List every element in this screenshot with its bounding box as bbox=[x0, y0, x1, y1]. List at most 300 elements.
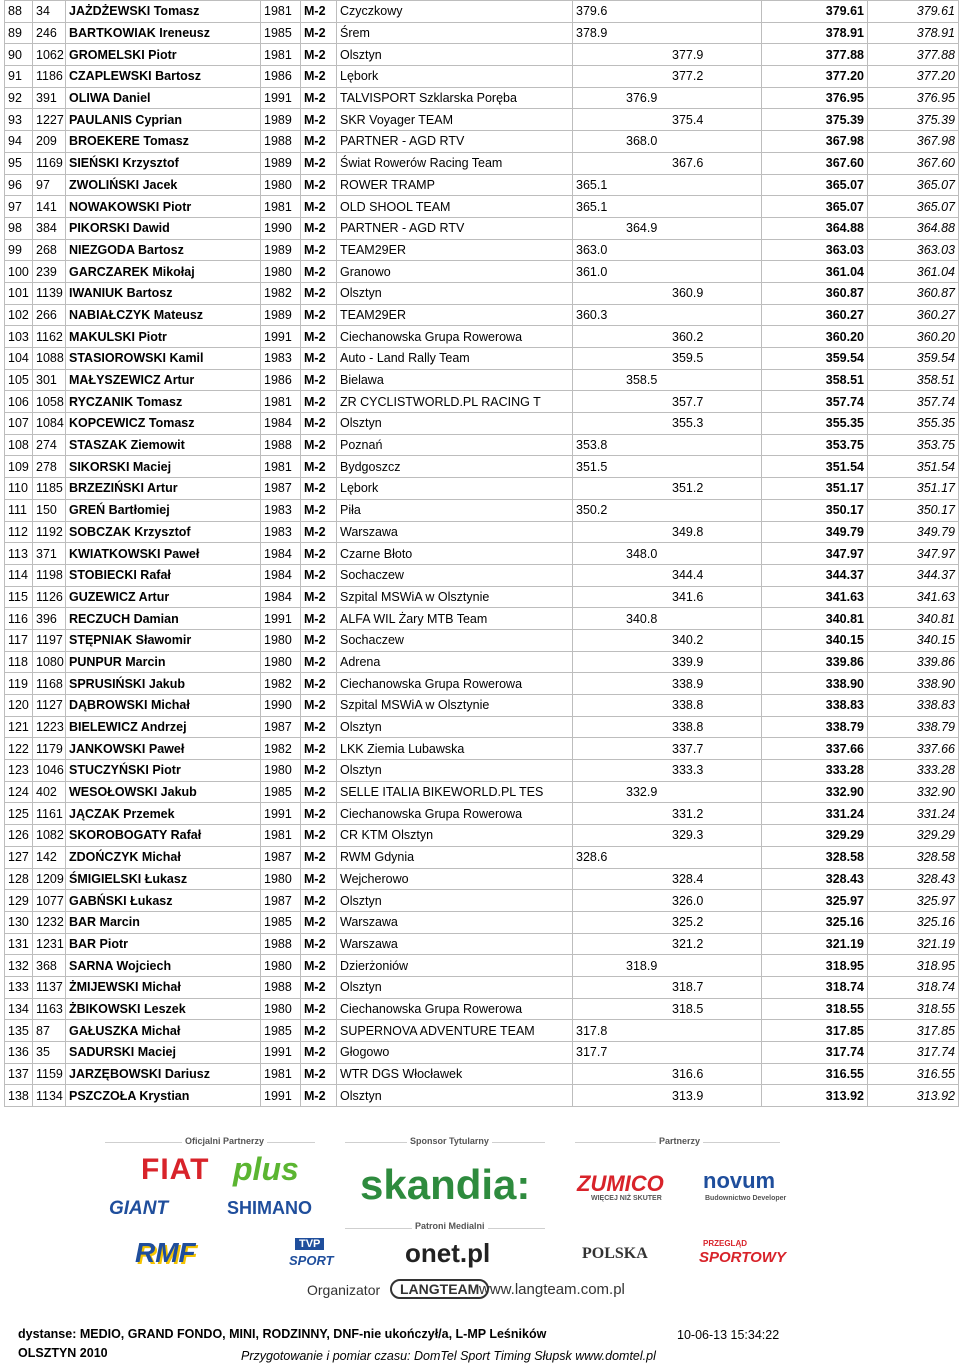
bib-number-cell: 1159 bbox=[33, 1063, 66, 1085]
rider-name-cell: MAKULSKI Piotr bbox=[66, 326, 261, 348]
best-result-cell: 317.85 bbox=[762, 1020, 868, 1042]
total-result-cell: 333.28 bbox=[868, 760, 959, 782]
stage3-time-cell: 338.9 bbox=[669, 673, 762, 695]
stage3-time-cell bbox=[669, 261, 762, 283]
place-cell: 130 bbox=[5, 911, 33, 933]
fiat-logo: FIAT bbox=[141, 1153, 210, 1186]
novum-subtitle: Budownictwo Developer bbox=[705, 1195, 787, 1202]
rider-name-cell: SARNA Wojciech bbox=[66, 955, 261, 977]
stage2-time-cell bbox=[623, 499, 669, 521]
sportowy-logo: SPORTOWY bbox=[699, 1249, 786, 1266]
bib-number-cell: 1082 bbox=[33, 825, 66, 847]
total-result-cell: 353.75 bbox=[868, 434, 959, 456]
stage3-time-cell: 355.3 bbox=[669, 413, 762, 435]
bib-number-cell: 1126 bbox=[33, 586, 66, 608]
best-result-cell: 353.75 bbox=[762, 434, 868, 456]
rider-name-cell: GREŃ Bartłomiej bbox=[66, 499, 261, 521]
stage2-time-cell bbox=[623, 738, 669, 760]
stage1-time-cell: 365.1 bbox=[573, 196, 623, 218]
stage2-time-cell: 348.0 bbox=[623, 543, 669, 565]
total-result-cell: 321.19 bbox=[868, 933, 959, 955]
table-row bbox=[5, 304, 959, 326]
total-result-cell: 317.85 bbox=[868, 1020, 959, 1042]
total-result-cell: 360.27 bbox=[868, 304, 959, 326]
place-cell: 123 bbox=[5, 760, 33, 782]
best-result-cell: 325.97 bbox=[762, 890, 868, 912]
stage1-time-cell bbox=[573, 673, 623, 695]
stage1-time-cell: 328.6 bbox=[573, 846, 623, 868]
table-row bbox=[5, 933, 959, 955]
club-cell: ROWER TRAMP bbox=[337, 174, 573, 196]
club-cell: SELLE ITALIA BIKEWORLD.PL TES bbox=[337, 781, 573, 803]
table-row bbox=[5, 760, 959, 782]
rider-name-cell: STĘPNIAK Sławomir bbox=[66, 629, 261, 651]
table-row bbox=[5, 803, 959, 825]
rmf-logo: RMF bbox=[135, 1237, 196, 1268]
table-row bbox=[5, 66, 959, 88]
stage3-time-cell bbox=[669, 174, 762, 196]
stage1-time-cell bbox=[573, 976, 623, 998]
club-cell: Sochaczew bbox=[337, 564, 573, 586]
rider-name-cell: SOBCZAK Krzysztof bbox=[66, 521, 261, 543]
total-result-cell: 332.90 bbox=[868, 781, 959, 803]
bib-number-cell: 278 bbox=[33, 456, 66, 478]
bib-number-cell: 1137 bbox=[33, 976, 66, 998]
club-cell: Śrem bbox=[337, 22, 573, 44]
stage1-time-cell bbox=[573, 868, 623, 890]
category-cell: M-2 bbox=[301, 348, 337, 370]
stage2-time-cell: 376.9 bbox=[623, 87, 669, 109]
bib-number-cell: 1088 bbox=[33, 348, 66, 370]
bib-number-cell: 1231 bbox=[33, 933, 66, 955]
category-cell: M-2 bbox=[301, 239, 337, 261]
category-cell: M-2 bbox=[301, 890, 337, 912]
best-result-cell: 379.61 bbox=[762, 1, 868, 23]
club-cell: PARTNER - AGD RTV bbox=[337, 217, 573, 239]
media-title: Patroni Medialni bbox=[412, 1221, 488, 1231]
table-row bbox=[5, 608, 959, 630]
stage3-time-cell: 360.9 bbox=[669, 282, 762, 304]
best-result-cell: 375.39 bbox=[762, 109, 868, 131]
stage2-time-cell bbox=[623, 933, 669, 955]
stage3-time-cell bbox=[669, 434, 762, 456]
category-cell: M-2 bbox=[301, 282, 337, 304]
stage1-time-cell bbox=[573, 911, 623, 933]
rider-name-cell: ŻBIKOWSKI Leszek bbox=[66, 998, 261, 1020]
best-result-cell: 329.29 bbox=[762, 825, 868, 847]
place-cell: 126 bbox=[5, 825, 33, 847]
stage1-time-cell bbox=[573, 890, 623, 912]
birth-year-cell: 1987 bbox=[261, 890, 301, 912]
category-cell: M-2 bbox=[301, 217, 337, 239]
table-row bbox=[5, 695, 959, 717]
stage3-time-cell bbox=[669, 955, 762, 977]
stage1-time-cell bbox=[573, 695, 623, 717]
stage3-time-cell: 321.2 bbox=[669, 933, 762, 955]
place-cell: 103 bbox=[5, 326, 33, 348]
category-cell: M-2 bbox=[301, 760, 337, 782]
stage3-time-cell: 360.2 bbox=[669, 326, 762, 348]
stage3-time-cell: 375.4 bbox=[669, 109, 762, 131]
rider-name-cell: SIKORSKI Maciej bbox=[66, 456, 261, 478]
place-cell: 134 bbox=[5, 998, 33, 1020]
club-cell: CR KTM Olsztyn bbox=[337, 825, 573, 847]
club-cell: Olsztyn bbox=[337, 1085, 573, 1107]
table-row bbox=[5, 413, 959, 435]
total-result-cell: 331.24 bbox=[868, 803, 959, 825]
stage2-time-cell bbox=[623, 1063, 669, 1085]
best-result-cell: 360.27 bbox=[762, 304, 868, 326]
bib-number-cell: 1163 bbox=[33, 998, 66, 1020]
best-result-cell: 328.43 bbox=[762, 868, 868, 890]
birth-year-cell: 1981 bbox=[261, 44, 301, 66]
birth-year-cell: 1981 bbox=[261, 456, 301, 478]
stage1-time-cell: 379.6 bbox=[573, 1, 623, 23]
rider-name-cell: NIEZGODA Bartosz bbox=[66, 239, 261, 261]
stage2-time-cell: 318.9 bbox=[623, 955, 669, 977]
category-cell: M-2 bbox=[301, 434, 337, 456]
stage3-time-cell: 318.7 bbox=[669, 976, 762, 998]
stage3-time-cell bbox=[669, 369, 762, 391]
total-result-cell: 344.37 bbox=[868, 564, 959, 586]
stage1-time-cell bbox=[573, 66, 623, 88]
birth-year-cell: 1980 bbox=[261, 629, 301, 651]
best-result-cell: 328.58 bbox=[762, 846, 868, 868]
place-cell: 137 bbox=[5, 1063, 33, 1085]
category-cell: M-2 bbox=[301, 629, 337, 651]
bib-number-cell: 142 bbox=[33, 846, 66, 868]
best-result-cell: 317.74 bbox=[762, 1042, 868, 1064]
birth-year-cell: 1982 bbox=[261, 738, 301, 760]
table-row bbox=[5, 434, 959, 456]
langteam-logo: LANGTEAM bbox=[390, 1279, 489, 1299]
stage3-time-cell bbox=[669, 304, 762, 326]
club-cell: OLD SHOOL TEAM bbox=[337, 196, 573, 218]
stage1-time-cell: 353.8 bbox=[573, 434, 623, 456]
bib-number-cell: 368 bbox=[33, 955, 66, 977]
stage1-time-cell bbox=[573, 933, 623, 955]
place-cell: 118 bbox=[5, 651, 33, 673]
birth-year-cell: 1988 bbox=[261, 933, 301, 955]
rider-name-cell: NOWAKOWSKI Piotr bbox=[66, 196, 261, 218]
rider-name-cell: BROEKERE Tomasz bbox=[66, 131, 261, 153]
table-row bbox=[5, 174, 959, 196]
place-cell: 112 bbox=[5, 521, 33, 543]
birth-year-cell: 1985 bbox=[261, 911, 301, 933]
category-cell: M-2 bbox=[301, 586, 337, 608]
stage1-time-cell bbox=[573, 44, 623, 66]
club-cell: TEAM29ER bbox=[337, 239, 573, 261]
stage3-time-cell bbox=[669, 608, 762, 630]
best-result-cell: 378.91 bbox=[762, 22, 868, 44]
place-cell: 121 bbox=[5, 716, 33, 738]
birth-year-cell: 1987 bbox=[261, 478, 301, 500]
table-row bbox=[5, 911, 959, 933]
sponsors-panel bbox=[105, 1133, 785, 1308]
stage1-time-cell bbox=[573, 825, 623, 847]
stage2-time-cell bbox=[623, 846, 669, 868]
category-cell: M-2 bbox=[301, 1085, 337, 1107]
stage1-time-cell bbox=[573, 629, 623, 651]
place-cell: 106 bbox=[5, 391, 33, 413]
rider-name-cell: BRZEZIŃSKI Artur bbox=[66, 478, 261, 500]
bib-number-cell: 391 bbox=[33, 87, 66, 109]
best-result-cell: 338.79 bbox=[762, 716, 868, 738]
best-result-cell: 338.83 bbox=[762, 695, 868, 717]
stage3-time-cell: 333.3 bbox=[669, 760, 762, 782]
place-cell: 117 bbox=[5, 629, 33, 651]
table-row bbox=[5, 1020, 959, 1042]
stage2-time-cell bbox=[623, 673, 669, 695]
birth-year-cell: 1989 bbox=[261, 239, 301, 261]
club-cell: Wejcherowo bbox=[337, 868, 573, 890]
total-result-cell: 328.58 bbox=[868, 846, 959, 868]
total-result-cell: 341.63 bbox=[868, 586, 959, 608]
stage1-time-cell: 360.3 bbox=[573, 304, 623, 326]
category-cell: M-2 bbox=[301, 846, 337, 868]
stage2-time-cell: 340.8 bbox=[623, 608, 669, 630]
best-result-cell: 363.03 bbox=[762, 239, 868, 261]
place-cell: 93 bbox=[5, 109, 33, 131]
best-result-cell: 337.66 bbox=[762, 738, 868, 760]
birth-year-cell: 1988 bbox=[261, 434, 301, 456]
best-result-cell: 365.07 bbox=[762, 174, 868, 196]
stage2-time-cell bbox=[623, 413, 669, 435]
table-row bbox=[5, 196, 959, 218]
stage1-time-cell bbox=[573, 369, 623, 391]
rider-name-cell: SKOROBOGATY Rafał bbox=[66, 825, 261, 847]
birth-year-cell: 1985 bbox=[261, 781, 301, 803]
bib-number-cell: 209 bbox=[33, 131, 66, 153]
bib-number-cell: 1179 bbox=[33, 738, 66, 760]
stage1-time-cell bbox=[573, 348, 623, 370]
rider-name-cell: BARTKOWIAK Ireneusz bbox=[66, 22, 261, 44]
total-result-cell: 360.20 bbox=[868, 326, 959, 348]
place-cell: 114 bbox=[5, 564, 33, 586]
stage3-time-cell: 328.4 bbox=[669, 868, 762, 890]
stage1-time-cell bbox=[573, 564, 623, 586]
stage1-time-cell bbox=[573, 955, 623, 977]
best-result-cell: 340.15 bbox=[762, 629, 868, 651]
stage2-time-cell bbox=[623, 1020, 669, 1042]
place-cell: 90 bbox=[5, 44, 33, 66]
table-row bbox=[5, 239, 959, 261]
stage1-time-cell bbox=[573, 998, 623, 1020]
rider-name-cell: JARZĘBOWSKI Dariusz bbox=[66, 1063, 261, 1085]
category-cell: M-2 bbox=[301, 998, 337, 1020]
polska-logo: POLSKA bbox=[582, 1245, 648, 1262]
rider-name-cell: SIEŃSKI Krzysztof bbox=[66, 152, 261, 174]
total-result-cell: 351.17 bbox=[868, 478, 959, 500]
club-cell: Szpital MSWiA w Olsztynie bbox=[337, 695, 573, 717]
place-cell: 98 bbox=[5, 217, 33, 239]
stage3-time-cell: 337.7 bbox=[669, 738, 762, 760]
birth-year-cell: 1984 bbox=[261, 586, 301, 608]
birth-year-cell: 1991 bbox=[261, 87, 301, 109]
bib-number-cell: 1058 bbox=[33, 391, 66, 413]
total-result-cell: 351.54 bbox=[868, 456, 959, 478]
table-row bbox=[5, 369, 959, 391]
zumico-subtitle: WIĘCEJ NIŻ SKUTER bbox=[591, 1195, 662, 1202]
club-cell: Ciechanowska Grupa Rowerowa bbox=[337, 326, 573, 348]
best-result-cell: 339.86 bbox=[762, 651, 868, 673]
category-cell: M-2 bbox=[301, 499, 337, 521]
rider-name-cell: JĄCZAK Przemek bbox=[66, 803, 261, 825]
club-cell: Olsztyn bbox=[337, 976, 573, 998]
table-row bbox=[5, 890, 959, 912]
stage1-time-cell bbox=[573, 1063, 623, 1085]
category-cell: M-2 bbox=[301, 196, 337, 218]
stage2-time-cell bbox=[623, 695, 669, 717]
total-result-cell: 317.74 bbox=[868, 1042, 959, 1064]
stage3-time-cell: 316.6 bbox=[669, 1063, 762, 1085]
total-result-cell: 347.97 bbox=[868, 543, 959, 565]
stage1-time-cell bbox=[573, 738, 623, 760]
stage3-time-cell: 329.3 bbox=[669, 825, 762, 847]
stage1-time-cell bbox=[573, 803, 623, 825]
stage3-time-cell: 313.9 bbox=[669, 1085, 762, 1107]
langteam-website: www.langteam.com.pl bbox=[479, 1281, 625, 1298]
club-cell: Poznań bbox=[337, 434, 573, 456]
birth-year-cell: 1987 bbox=[261, 846, 301, 868]
place-cell: 124 bbox=[5, 781, 33, 803]
rider-name-cell: JANKOWSKI Paweł bbox=[66, 738, 261, 760]
category-cell: M-2 bbox=[301, 131, 337, 153]
stage3-time-cell: 340.2 bbox=[669, 629, 762, 651]
best-result-cell: 316.55 bbox=[762, 1063, 868, 1085]
bib-number-cell: 1134 bbox=[33, 1085, 66, 1107]
club-cell: Lębork bbox=[337, 66, 573, 88]
best-result-cell: 360.20 bbox=[762, 326, 868, 348]
zumico-logo: ZUMICO bbox=[577, 1171, 664, 1196]
stage3-time-cell bbox=[669, 22, 762, 44]
club-cell: Czyczkowy bbox=[337, 1, 573, 23]
total-result-cell: 378.91 bbox=[868, 22, 959, 44]
total-result-cell: 313.92 bbox=[868, 1085, 959, 1107]
stage1-time-cell bbox=[573, 478, 623, 500]
stage2-time-cell bbox=[623, 911, 669, 933]
rider-name-cell: KOPCEWICZ Tomasz bbox=[66, 413, 261, 435]
timing-credit: Przygotowanie i pomiar czasu: DomTel Sport Timing Słupsk www.domtel.pl bbox=[241, 1349, 656, 1363]
title-sponsor-title: Sponsor Tytularny bbox=[407, 1136, 492, 1146]
rider-name-cell: BIELEWICZ Andrzej bbox=[66, 716, 261, 738]
stage3-time-cell bbox=[669, 217, 762, 239]
onet-logo: onet.pl bbox=[405, 1238, 491, 1268]
birth-year-cell: 1980 bbox=[261, 174, 301, 196]
club-cell: Olsztyn bbox=[337, 44, 573, 66]
category-cell: M-2 bbox=[301, 1, 337, 23]
club-cell: SUPERNOVA ADVENTURE TEAM bbox=[337, 1020, 573, 1042]
best-result-cell: 367.98 bbox=[762, 131, 868, 153]
place-cell: 88 bbox=[5, 1, 33, 23]
total-result-cell: 358.51 bbox=[868, 369, 959, 391]
birth-year-cell: 1981 bbox=[261, 196, 301, 218]
table-row bbox=[5, 478, 959, 500]
stage3-time-cell bbox=[669, 87, 762, 109]
stage2-time-cell bbox=[623, 261, 669, 283]
birth-year-cell: 1980 bbox=[261, 651, 301, 673]
club-cell: Sochaczew bbox=[337, 629, 573, 651]
category-cell: M-2 bbox=[301, 456, 337, 478]
stage3-time-cell: 338.8 bbox=[669, 716, 762, 738]
stage2-time-cell bbox=[623, 629, 669, 651]
stage2-time-cell bbox=[623, 348, 669, 370]
club-cell: Szpital MSWiA w Olsztynie bbox=[337, 586, 573, 608]
category-cell: M-2 bbox=[301, 261, 337, 283]
category-cell: M-2 bbox=[301, 781, 337, 803]
table-row bbox=[5, 109, 959, 131]
club-cell: TEAM29ER bbox=[337, 304, 573, 326]
stage2-time-cell bbox=[623, 1, 669, 23]
club-cell: Adrena bbox=[337, 651, 573, 673]
generated-datetime: 10-06-13 15:34:22 bbox=[677, 1328, 780, 1342]
category-cell: M-2 bbox=[301, 326, 337, 348]
total-result-cell: 357.74 bbox=[868, 391, 959, 413]
bib-number-cell: 239 bbox=[33, 261, 66, 283]
stage2-time-cell bbox=[623, 564, 669, 586]
total-result-cell: 338.79 bbox=[868, 716, 959, 738]
club-cell: Piła bbox=[337, 499, 573, 521]
category-cell: M-2 bbox=[301, 825, 337, 847]
table-row bbox=[5, 543, 959, 565]
total-result-cell: 364.88 bbox=[868, 217, 959, 239]
stage1-time-cell bbox=[573, 716, 623, 738]
category-cell: M-2 bbox=[301, 1042, 337, 1064]
place-cell: 138 bbox=[5, 1085, 33, 1107]
best-result-cell: 377.88 bbox=[762, 44, 868, 66]
best-result-cell: 347.97 bbox=[762, 543, 868, 565]
skandia-logo: skandia: bbox=[360, 1161, 531, 1208]
table-row bbox=[5, 564, 959, 586]
table-row bbox=[5, 456, 959, 478]
total-result-cell: 350.17 bbox=[868, 499, 959, 521]
total-result-cell: 337.66 bbox=[868, 738, 959, 760]
birth-year-cell: 1990 bbox=[261, 695, 301, 717]
przeglad-logo: PRZEGLĄD bbox=[703, 1239, 747, 1248]
bib-number-cell: 1046 bbox=[33, 760, 66, 782]
club-cell: Warszawa bbox=[337, 911, 573, 933]
stage2-time-cell bbox=[623, 152, 669, 174]
stage2-time-cell bbox=[623, 22, 669, 44]
place-cell: 125 bbox=[5, 803, 33, 825]
total-result-cell: 349.79 bbox=[868, 521, 959, 543]
club-cell: Olsztyn bbox=[337, 413, 573, 435]
stage2-time-cell: 332.9 bbox=[623, 781, 669, 803]
rider-name-cell: STOBIECKI Rafał bbox=[66, 564, 261, 586]
birth-year-cell: 1982 bbox=[261, 282, 301, 304]
category-cell: M-2 bbox=[301, 152, 337, 174]
category-cell: M-2 bbox=[301, 716, 337, 738]
bib-number-cell: 1080 bbox=[33, 651, 66, 673]
bib-number-cell: 141 bbox=[33, 196, 66, 218]
birth-year-cell: 1991 bbox=[261, 1085, 301, 1107]
stage2-time-cell bbox=[623, 521, 669, 543]
stage2-time-cell bbox=[623, 716, 669, 738]
category-cell: M-2 bbox=[301, 911, 337, 933]
best-result-cell: 349.79 bbox=[762, 521, 868, 543]
place-cell: 136 bbox=[5, 1042, 33, 1064]
best-result-cell: 321.19 bbox=[762, 933, 868, 955]
total-result-cell: 329.29 bbox=[868, 825, 959, 847]
rider-name-cell: PSZCZOŁA Krystian bbox=[66, 1085, 261, 1107]
club-cell: Ciechanowska Grupa Rowerowa bbox=[337, 803, 573, 825]
total-result-cell: 340.81 bbox=[868, 608, 959, 630]
bib-number-cell: 1127 bbox=[33, 695, 66, 717]
table-row bbox=[5, 673, 959, 695]
birth-year-cell: 1980 bbox=[261, 760, 301, 782]
club-cell: SKR Voyager TEAM bbox=[337, 109, 573, 131]
rider-name-cell: KWIATKOWSKI Paweł bbox=[66, 543, 261, 565]
